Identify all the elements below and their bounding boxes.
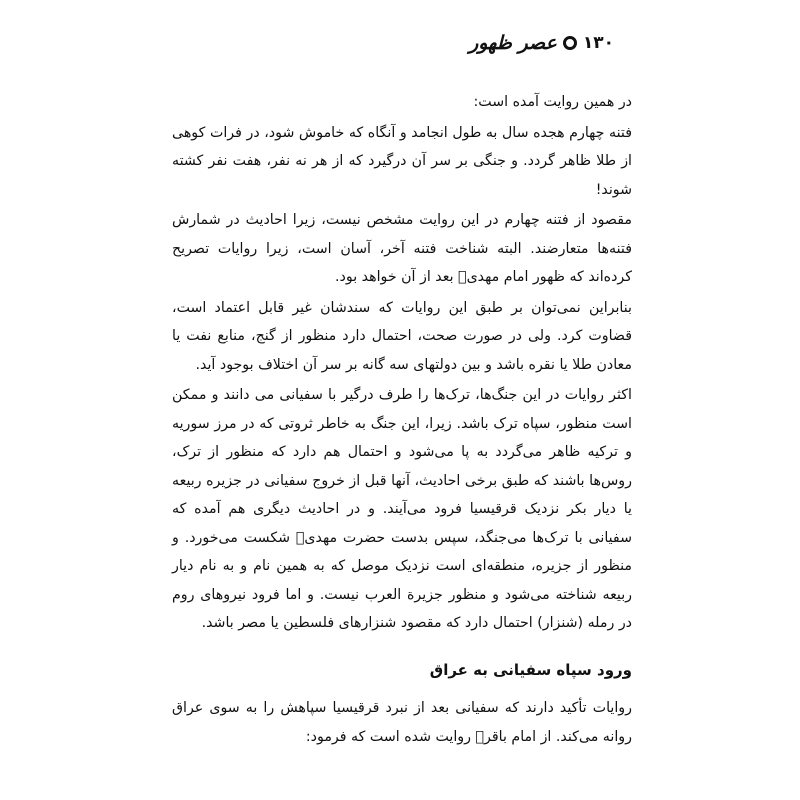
intro-line: در همین روایت آمده است: bbox=[473, 94, 632, 110]
page-header bbox=[469, 32, 614, 54]
book-title: عصر ظهور bbox=[469, 32, 557, 54]
circle-bullet-icon bbox=[563, 36, 577, 50]
paragraph: بنابراین نمی‌توان بر طبق این روایات که سندشان غیر قابل اعتماد است، قضاوت کرد. ولی در صورت صحت، احتمال دارد منظور از گنج، منابع نفت یا معادن طلا یا نقره باشد و بین دولتهای سه گانه بر سر آن اختلاف بوجود آید. bbox=[172, 299, 632, 373]
page-content bbox=[172, 88, 632, 753]
quoted-narration: فتنه چهارم هجده سال به طول انجامد و آنگاه که خاموش شود، در فرات کوهی از طلا ظاهر گردد. و جنگی بر سر آن درگیرد که از هر نه نفر، هفت نفر کشته شوند! bbox=[172, 124, 632, 198]
section-heading: ورود سپاه سفیانی به عراق bbox=[429, 660, 632, 679]
page-number: ۱۳۰ bbox=[582, 33, 614, 53]
closing-paragraph: روایات تأکید دارند که سفیانی بعد از نبرد قرقیسیا سپاهش را به سوی عراق روانه می‌کند. از امام باقرؑ روایت شده است که فرمود: bbox=[172, 700, 632, 745]
paragraph: مقصود از فتنه چهارم در این روایت مشخص نیست، زیرا احادیث در شمارش فتنه‌ها متعارضند. البته شناخت فتنه آخر، آسان است، زیرا روایات تصریح کرده‌اند که ظهور امام مهدیؑ بعد از آن خواهد بود. bbox=[172, 212, 632, 285]
paragraph: اکثر روایات در این جنگ‌ها، ترک‌ها را طرف درگیر با سفیانی می دانند و ممکن است منظور، سپاه ترک باشد. زیرا، این جنگ به خاطر ثروتی که در مرز سوریه و ترکیه ظاهر می‌گردد به پا می‌شود و احتمال هم دارد که منظور از ترک، روس‌ها باشند که طبق برخی احادیث، آنها قبل از خروج سفیانی در جزیره ربیعه یا دیار بکر نزدیک قرقیسیا فرود می‌آیند. و در احادیث دیگری هم آمده که سفیانی با ترک‌ها می‌جنگد، سپس بدست حضرت مهدیؑ شکست می‌خورد. و منظور از جزیره، منطقه‌ای است نزدیک موصل که به همین نام و به نام دیار ربیعه شناخته می‌شود و منظور جزیرة العرب نیست. و اما فرود نیروهای روم در رمله (شنزار) احتمال دارد که مقصود شنزارهای فلسطین یا مصر باشد. bbox=[172, 387, 632, 631]
